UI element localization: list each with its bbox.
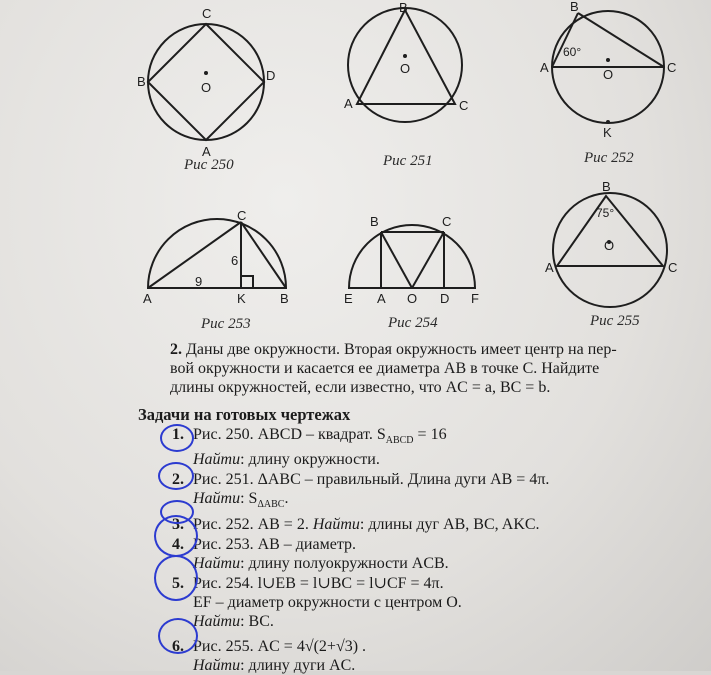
problem-6-text: Рис. 255. AC = 4√(2+√3) . bbox=[193, 638, 367, 656]
problem-4 bbox=[140, 535, 705, 573]
problem-2 bbox=[140, 470, 705, 514]
task-2-line-3 bbox=[170, 378, 705, 397]
task-2-number: 2. bbox=[170, 341, 182, 358]
problem-6-find: : длину дуги AC. bbox=[240, 657, 356, 675]
problem-3-find-label: Найти bbox=[312, 516, 360, 534]
fig252-angle: 60° bbox=[563, 45, 582, 59]
task-2-text-1: Даны две окружности. Вторая окружность имеет центр на пер- bbox=[186, 341, 617, 358]
problem-4-find: : длину полуокружности ACB. bbox=[240, 555, 449, 573]
problem-4-number: 4. bbox=[172, 536, 184, 554]
problem-6-find-label: Найти bbox=[193, 657, 241, 675]
task-2-line-1 bbox=[170, 340, 705, 359]
fig253-semicircle bbox=[148, 219, 286, 288]
fig253-right-angle-mark bbox=[241, 276, 253, 288]
pen-circle-6 bbox=[158, 618, 198, 654]
fig253-chord-cb bbox=[241, 222, 286, 288]
problem-5-text-2: EF – диаметр окружности с центром O. bbox=[193, 594, 462, 612]
fig254-label-e: E bbox=[344, 291, 353, 306]
fig252-caption: Рис 252 bbox=[584, 150, 634, 166]
task-2-text-3: длины окружностей, если известно, что AC = a, BC = b. bbox=[170, 379, 551, 396]
pen-circle-1 bbox=[160, 424, 194, 452]
fig251-label-c: C bbox=[459, 98, 469, 113]
problem-2-find-label: Найти bbox=[193, 490, 241, 508]
problem-6-number: 6. bbox=[172, 638, 184, 656]
fig254-label-b: B bbox=[370, 214, 379, 229]
problem-5-line-1 bbox=[193, 574, 705, 593]
problem-2-text: Рис. 251. ΔABC – правильный. Длина дуги AB = 4π. bbox=[193, 471, 550, 489]
fig254-line-bo bbox=[381, 232, 412, 288]
problem-3-text: Рис. 252. AB = 2. bbox=[193, 516, 313, 534]
fig255-angle: 75° bbox=[596, 206, 615, 220]
problem-5-text: Рис. 254. l bbox=[193, 575, 263, 593]
problem-2-subscript: ΔABC bbox=[257, 499, 285, 511]
fig253-caption: Рис 253 bbox=[201, 316, 251, 332]
problem-2-find: : S bbox=[240, 490, 258, 508]
fig252-label-a: A bbox=[540, 60, 549, 75]
fig251-label-a: A bbox=[344, 96, 353, 111]
problem-4-line-2 bbox=[193, 554, 705, 573]
fig254-label-f: F bbox=[471, 291, 479, 306]
fig255-caption: Рис 255 bbox=[590, 313, 640, 329]
problem-3-number: 3. bbox=[172, 516, 184, 534]
problem-1-find-label: Найти bbox=[193, 451, 241, 469]
problem-6-line-2 bbox=[193, 656, 705, 675]
fig250-label-b: B bbox=[137, 74, 146, 89]
problem-1-line-1 bbox=[193, 425, 705, 450]
problem-3-find: : длины дуг AB, BC, AKC. bbox=[359, 516, 540, 534]
problem-1-number: 1. bbox=[172, 426, 184, 443]
text-block bbox=[140, 340, 705, 675]
fig254-label-o: O bbox=[407, 291, 418, 306]
problem-6 bbox=[140, 637, 705, 675]
fig253-label-c: C bbox=[237, 208, 247, 223]
fig251-label-b: B bbox=[399, 0, 408, 15]
fig255-label-c: C bbox=[668, 260, 678, 275]
problem-1-line-2 bbox=[193, 450, 705, 469]
fig252-label-o: O bbox=[603, 67, 614, 82]
problem-3 bbox=[140, 515, 705, 534]
fig250-label-c: C bbox=[202, 6, 212, 21]
pen-circle-4 bbox=[154, 515, 198, 557]
task-2-text-2: вой окружности и касается ее диаметра AB в точке C. Найдите bbox=[170, 360, 600, 377]
problem-5-find: : BC. bbox=[240, 613, 274, 631]
task-2-line-2 bbox=[170, 359, 705, 378]
problem-4-text: Рис. 253. AB – диаметр. bbox=[193, 536, 357, 554]
problem-2-line-2 bbox=[193, 489, 705, 514]
problem-1-text-end: = 16 bbox=[413, 426, 447, 443]
fig252-chord-bc bbox=[578, 13, 664, 67]
problem-2-number: 2. bbox=[172, 471, 184, 489]
problem-4-find-label: Найти bbox=[193, 555, 241, 573]
problem-5-formula: ∪EB = l∪BC = l∪CF = 4π. bbox=[262, 575, 444, 593]
fig250-label-a: A bbox=[202, 144, 211, 159]
pen-circle-2 bbox=[158, 462, 194, 490]
fig252-label-b: B bbox=[570, 0, 579, 14]
fig255-label-o: O bbox=[604, 238, 615, 253]
fig252-label-c: C bbox=[667, 60, 677, 75]
problem-5-number: 5. bbox=[172, 575, 184, 593]
fig255-label-a: A bbox=[545, 260, 554, 275]
fig254-caption: Рис 254 bbox=[388, 315, 438, 331]
task-2 bbox=[140, 340, 705, 397]
problem-5-find-label: Найти bbox=[193, 613, 241, 631]
fig253-label-b: B bbox=[280, 291, 289, 306]
problem-2-find-end: . bbox=[284, 490, 289, 508]
fig253-label-k: K bbox=[237, 291, 246, 306]
fig251-caption: Рис 251 bbox=[383, 153, 433, 169]
fig253-label-a: A bbox=[143, 291, 152, 306]
problem-5-line-2 bbox=[193, 593, 705, 612]
problem-1-text: Рис. 250. ABCD – квадрат. S bbox=[193, 426, 386, 443]
fig254-label-a: A bbox=[377, 291, 386, 306]
fig253-label-6: 6 bbox=[231, 253, 239, 268]
problem-5-line-3 bbox=[193, 612, 705, 631]
fig250-label-o: O bbox=[201, 80, 212, 95]
fig254-label-d: D bbox=[440, 291, 450, 306]
fig254-line-oc bbox=[412, 232, 444, 288]
problem-1-subscript: ABCD bbox=[385, 435, 414, 447]
problem-1 bbox=[140, 425, 705, 469]
fig253-label-9: 9 bbox=[195, 274, 203, 289]
section-title: Задачи на готовых чертежах bbox=[138, 405, 351, 424]
problem-1-find: : длину окружности. bbox=[240, 451, 380, 469]
problem-5 bbox=[140, 574, 705, 631]
problem-4-line-1 bbox=[193, 535, 705, 554]
fig251-label-o: O bbox=[400, 61, 411, 76]
fig250-label-d: D bbox=[266, 68, 276, 83]
problem-6-line-1 bbox=[193, 637, 705, 656]
fig255-label-b: B bbox=[602, 179, 611, 194]
fig250-caption: Рис 250 bbox=[184, 157, 234, 173]
pen-circle-5 bbox=[154, 555, 198, 601]
fig254-semicircle bbox=[349, 225, 475, 288]
fig254-label-c: C bbox=[442, 214, 452, 229]
problem-2-line-1 bbox=[193, 470, 705, 489]
fig252-label-k: K bbox=[603, 125, 612, 140]
problem-3-line-1 bbox=[193, 515, 705, 534]
